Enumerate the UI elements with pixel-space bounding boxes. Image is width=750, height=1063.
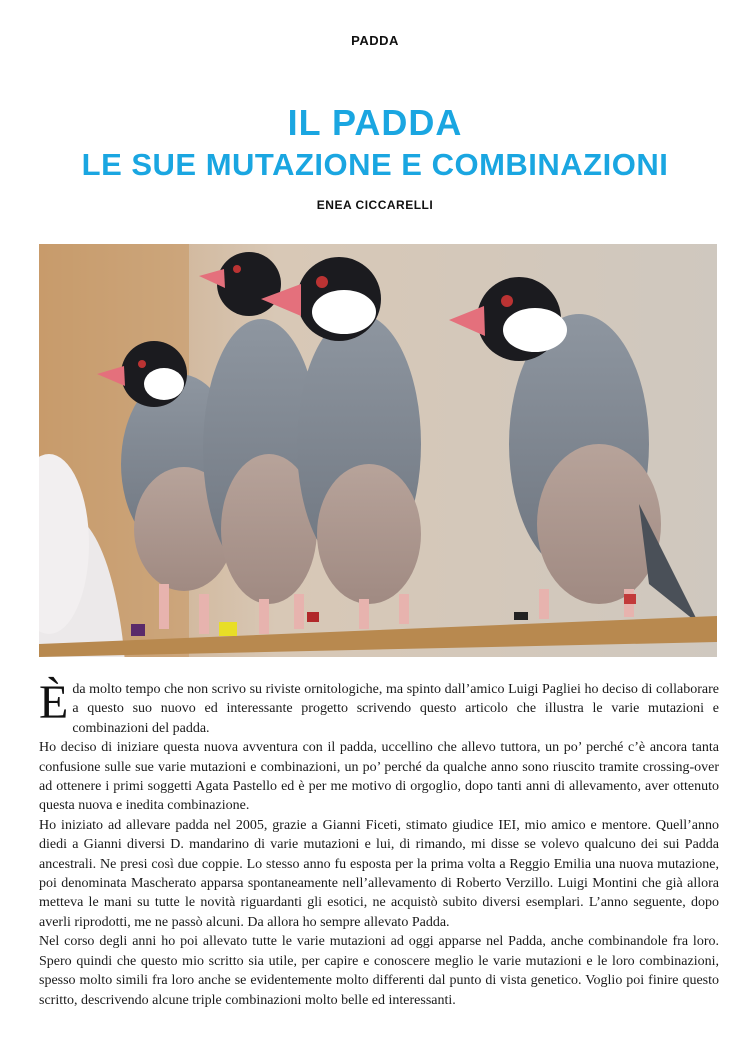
article-paragraph-2: Ho deciso di iniziare questa nuova avventura con il padda, uccellino che allevo tuttora, un po’ perché c’è ancora tanta confusione sulle sue varie mutazioni e combinazioni, un po’ perché da qualche anno sono riuscito tramite crossing-over ad ottenere i primi soggetti Agata Pastello ed è per me motivo di orgoglio, dopo tanti anni di allevamento, aver ottenuto questa nuova e inedita combinazione. (39, 740, 719, 814)
article-title: IL PADDA (287, 102, 463, 143)
author-name: ENEA CICCARELLI (316, 198, 434, 212)
article-body (39, 676, 719, 1010)
article-paragraph-4: Nel corso degli anni ho poi allevato tutte le varie mutazioni ad oggi apparse nel Padda, anche combinandole fra loro. Spero quindi che questo mio scritto sia utile, per capire e conoscere meglio le varie mutazioni e le loro combinazioni, spesso molto simili fra loro anche se evidentemente molto differenti dal punto di vista genetico. Voglio poi finire questo scritto, descrivendo alcune triple combinazioni molto belle ed interessanti. (39, 934, 719, 1008)
padda-photo (39, 244, 717, 657)
section-label: PADDA (351, 33, 399, 48)
article-subtitle: LE SUE MUTAZIONE E COMBINAZIONI (81, 147, 669, 182)
article-paragraph-3: Ho iniziato ad allevare padda nel 2005, grazie a Gianni Ficeti, stimato giudice IEI, mio amico e mentore. Quell’anno diedi a Gianni diversi D. mandarino di varie mutazioni e lui, di rimando, mi disse se volevo qualcuno dei sui Padda ancestrali. Ne presi così due coppie. Lo stesso anno fu esposta per la prima volta a Reggio Emilia una nuova mutazione, poi denominata Mascherato apparsa spontaneamente nell’allevamento di Roberto Verzillo. Luigi Montini che già allora metteva le mani su tutte le novità riguardanti gli esotici, ne acquistò subito diversi esemplari. L’anno seguente, dopo averli riprodotti, me ne passò alcuni. Da allora ho sempre allevato Padda. (39, 817, 719, 930)
article-paragraph-1: Èda molto tempo che non scrivo su riviste ornitologiche, ma spinto dall’amico Luigi Pagliei ho deciso di collaborare a questo suo nuovo ed interessante progetto scrivendo questo articolo che illustra le varie mutazioni e combinazioni del padda. (39, 676, 719, 736)
drop-cap: È (39, 676, 69, 729)
